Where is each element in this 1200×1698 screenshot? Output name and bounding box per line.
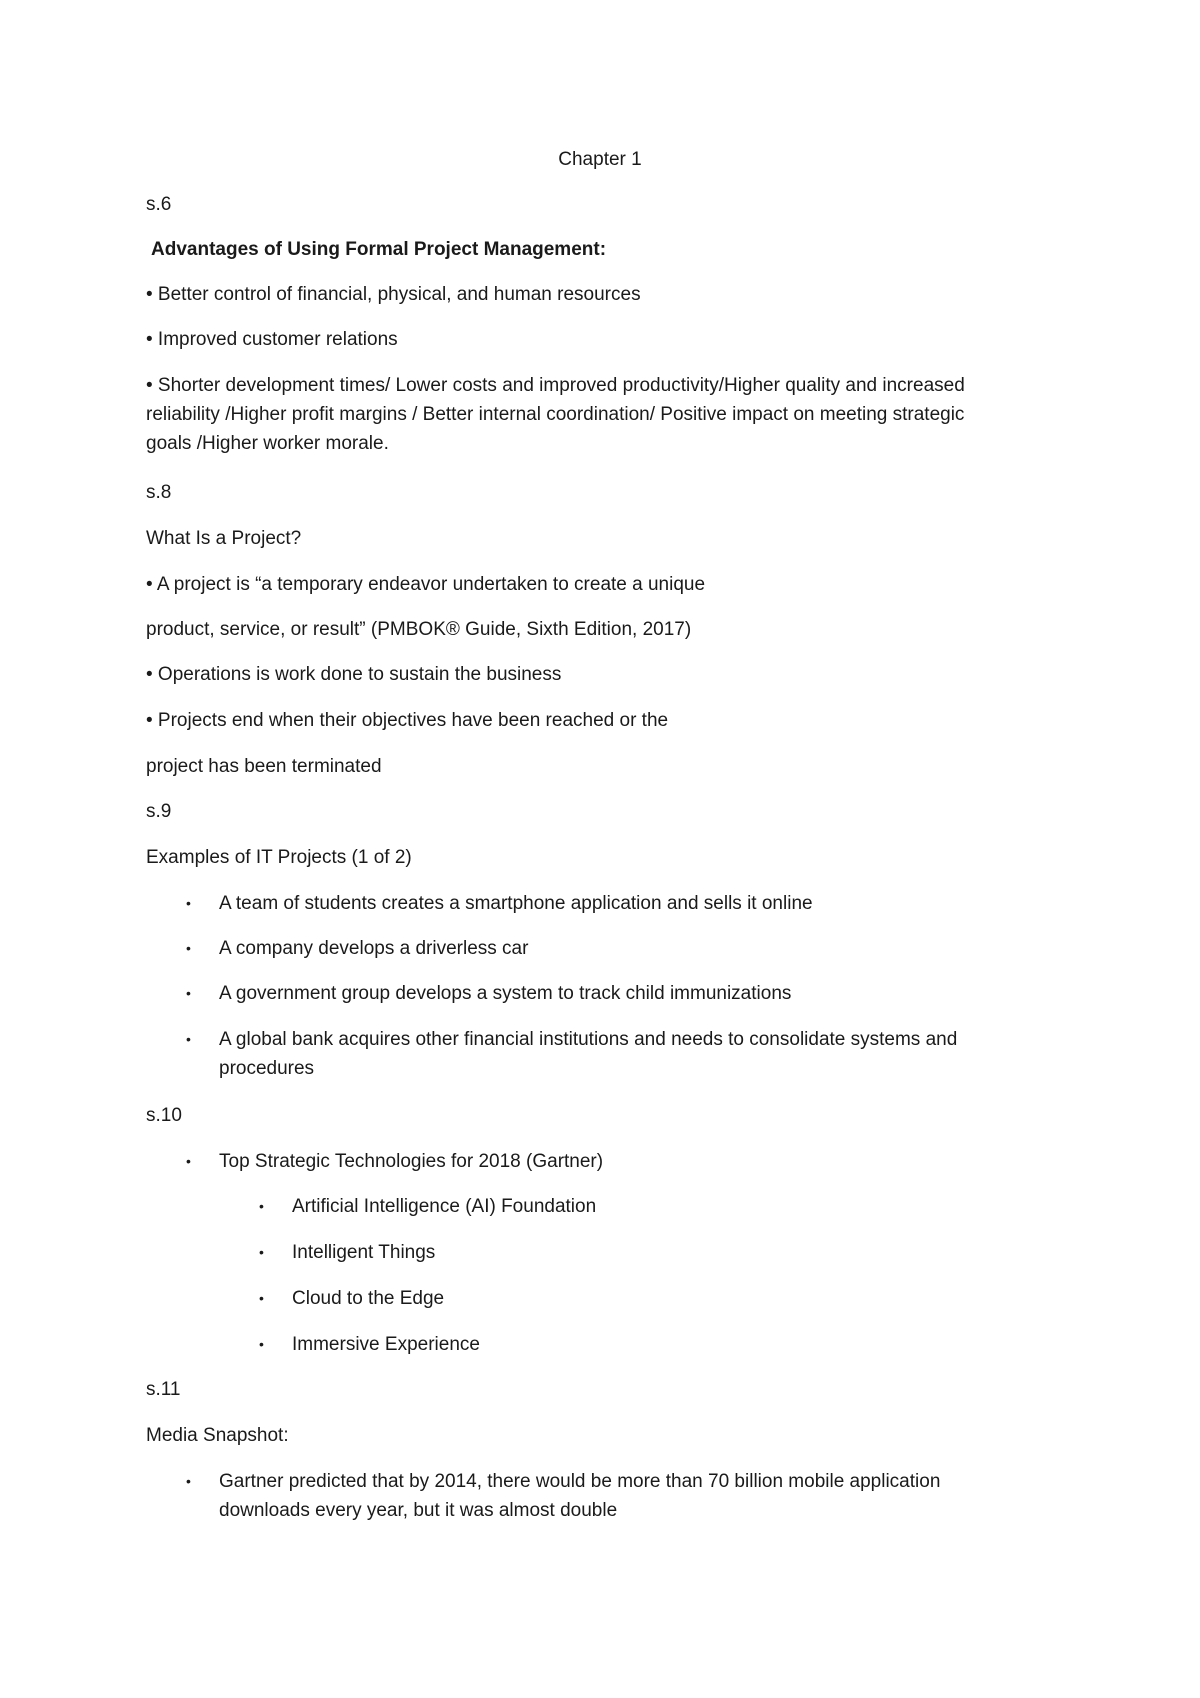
paragraph-line: • Operations is work done to sustain the business: [146, 664, 562, 685]
list-item: A government group develops a system to track child immunizations: [219, 983, 792, 1004]
bullet-icon: •: [259, 1198, 264, 1214]
bullet-icon: •: [186, 1473, 191, 1489]
paragraph-line: • Projects end when their objectives have been reached or the: [146, 710, 669, 731]
list-item-continuation: downloads every year, but it was almost double: [219, 1500, 618, 1521]
sub-list-item: Artificial Intelligence (AI) Foundation: [292, 1196, 597, 1217]
section-label-s9: s.9: [146, 801, 172, 822]
paragraph-line: goals /Higher worker morale.: [146, 433, 389, 454]
bullet-icon: •: [259, 1336, 264, 1352]
section-heading-s11: Media Snapshot:: [146, 1425, 289, 1446]
sub-list-item: Immersive Experience: [292, 1334, 480, 1355]
list-item: • Improved customer relations: [146, 329, 398, 350]
section-label-s10: s.10: [146, 1105, 182, 1126]
list-item: Gartner predicted that by 2014, there would be more than 70 billion mobile application: [219, 1471, 941, 1492]
bullet-icon: •: [259, 1244, 264, 1260]
bullet-icon: •: [186, 940, 191, 956]
section-heading-s8: What Is a Project?: [146, 528, 302, 549]
section-heading-s9: Examples of IT Projects (1 of 2): [146, 847, 412, 868]
section-label-s6: s.6: [146, 194, 172, 215]
bullet-icon: •: [186, 895, 191, 911]
list-item: • Better control of financial, physical, and human resources: [146, 284, 641, 305]
sub-list-item: Intelligent Things: [292, 1242, 436, 1263]
bullet-icon: •: [186, 1153, 191, 1169]
bullet-icon: •: [186, 1031, 191, 1047]
list-item: Top Strategic Technologies for 2018 (Gartner): [219, 1151, 604, 1172]
page-title: Chapter 1: [558, 149, 642, 170]
list-item: A company develops a driverless car: [219, 938, 529, 959]
bullet-icon: •: [259, 1290, 264, 1306]
list-item-continuation: procedures: [219, 1058, 315, 1079]
paragraph-line: reliability /Higher profit margins / Better internal coordination/ Positive impact on meeting strategic: [146, 404, 965, 425]
section-label-s11: s.11: [146, 1379, 181, 1400]
list-item: A team of students creates a smartphone application and sells it online: [219, 893, 813, 914]
list-item: A global bank acquires other financial institutions and needs to consolidate systems and: [219, 1029, 958, 1050]
section-label-s8: s.8: [146, 482, 172, 503]
paragraph-line: product, service, or result” (PMBOK® Guide, Sixth Edition, 2017): [146, 619, 692, 640]
section-heading-s6: Advantages of Using Formal Project Management:: [151, 239, 607, 260]
paragraph-line: project has been terminated: [146, 756, 382, 777]
paragraph-line: • A project is “a temporary endeavor undertaken to create a unique: [146, 574, 706, 595]
paragraph-line: • Shorter development times/ Lower costs and improved productivity/Higher quality and increased: [146, 375, 965, 396]
sub-list-item: Cloud to the Edge: [292, 1288, 445, 1309]
bullet-icon: •: [186, 985, 191, 1001]
